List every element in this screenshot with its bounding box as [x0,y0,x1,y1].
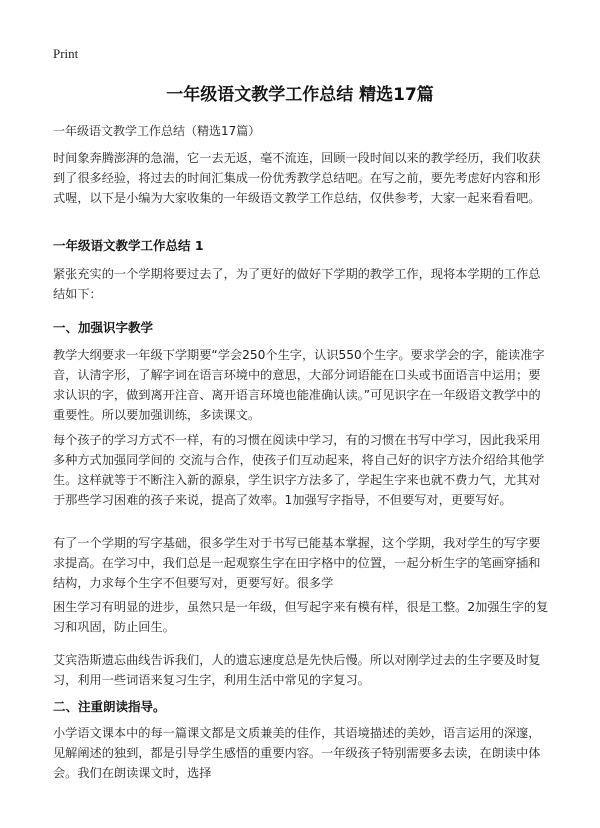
section-intro-paragraph: 紧张充实的一个学期将要过去了，为了更好的做好下学期的教学工作，现将本学期的工作总结如下： [53,267,541,301]
paragraph-2: 每个孩子的学习方式不一样，有的习惯在阅读中学习，有的习惯在书写中学习，因此我采用多种方式加强同学间的 交流与合作，使孩子们互动起来，将自己好的识字方法介绍给其他学生。这样就等于不断注入新的源泉，学生识字方法多了，学起生字来也就不费力气，尤其对于那些学习困难的孩子来说，提高了效率。1加强写字指导，不但要写对，更要写好。 [53,433,545,507]
paragraph-6: 小学语文课本中的每一篇课文都是文质兼美的佳作，其语境描述的美妙，语言运用的深邃，见解阐述的独到，都是引导学生感悟的重要内容。一年级孩子特别需要多去读，在朗读中体会。我们在朗读课文时，选择 [53,726,541,780]
paragraph-1: 教学大纲要求一年级下学期要“学会250个生字，认识550个生字。要求学会的字，能读准字音，认清字形，了解字词在语言环境中的意思，大部分词语能在口头或书面语言中运用；要求认识的字，做到离开注音、离开语言环境也能准确认读。”可见识字在一年级语文教学中的重要性。所以要加强训练，多读课文。 [53,348,545,422]
print-link[interactable]: Print [53,46,79,61]
paragraph-3: 有了一个学期的写字基础，很多学生对于书写已能基本掌握，这个学期，我对学生的写字要求提高。在学习中，我们总是一起观察生字在田字格中的位置，一起分析生字的笔画穿插和结构，力求每个生字不但要写对，更要写好。很多学 [53,536,541,590]
paragraph-5: 艾宾浩斯遗忘曲线告诉我们，人的遗忘速度总是先快后慢。所以对刚学过去的生字要及时复习，利用一些词语来复习生字，利用生活中常见的字复习。 [53,653,541,687]
heading-reading: 二、注重朗读指导。 [53,699,166,714]
intro-paragraph: 时间象奔腾澎湃的急湍，它一去无返，毫不流连，回顾一段时间以来的教学经历，我们收获到了很多经验，将过去的时间汇集成一份优秀教学总结吧。在写之前，要先考虑好内容和形式喔，以下是小编为大家收集的一年级语文教学工作总结，仅供参考，大家一起来看看吧。 [53,151,541,205]
document-subtitle: 一年级语文教学工作总结（精选17篇） [53,124,261,138]
page-title: 一年级语文教学工作总结 精选17篇 [166,85,434,105]
paragraph-4: 困生学习有明显的进步，虽然只是一年级，但写起字来有模有样，很是工整。2加强生字的复习和巩固，防止回生。 [53,600,549,634]
section-title: 一年级语文教学工作总结 1 [53,238,204,253]
heading-literacy: 一、加强识字教学 [53,320,154,335]
